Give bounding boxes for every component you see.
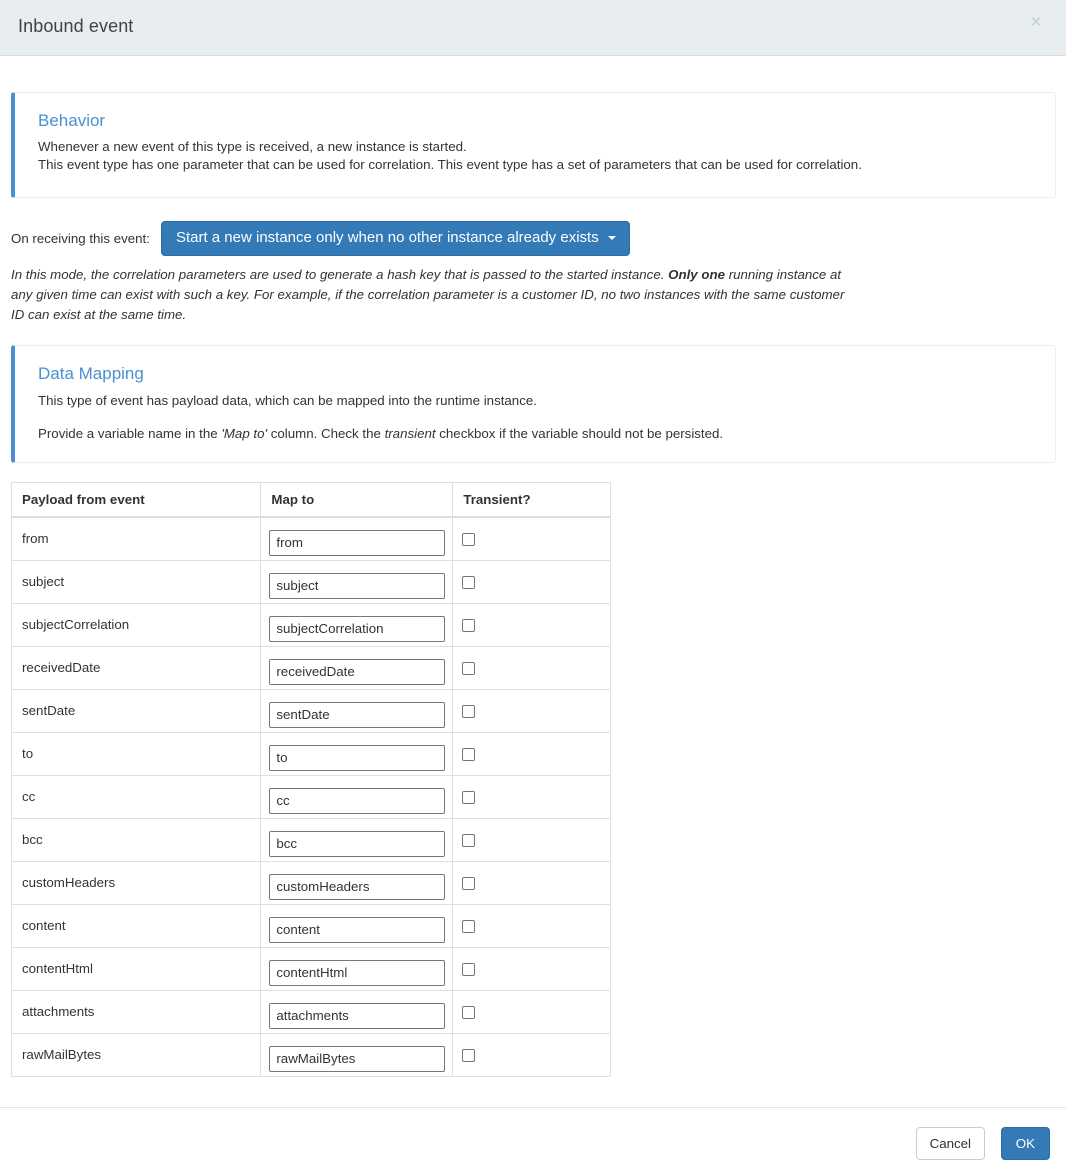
close-icon[interactable]: × (1030, 12, 1042, 33)
table-row (12, 689, 611, 732)
transient-checkbox[interactable] (462, 791, 475, 804)
table-row (12, 517, 611, 560)
transient-checkbox[interactable] (462, 533, 475, 546)
map-to-input[interactable] (269, 573, 445, 599)
payload-name-cell: rawMailBytes (12, 1033, 261, 1076)
table-row (12, 990, 611, 1033)
map-to-cell (261, 603, 453, 646)
map-to-cell (261, 517, 453, 560)
transient-cell (453, 1033, 611, 1076)
map-to-input[interactable] (269, 659, 445, 685)
map-to-input[interactable] (269, 960, 445, 986)
map-to-input[interactable] (269, 788, 445, 814)
mode-dropdown-value: Start a new instance only when no other instance already exists (175, 228, 599, 246)
behavior-panel (11, 92, 1056, 198)
mode-description-part-2: running instance at any given time can exist with such a key. For example, if the correlation parameter is a customer ID, no two instances with the same customer ID can exist at the same time. (11, 267, 845, 322)
table-row (12, 775, 611, 818)
payload-name-cell: to (12, 732, 261, 775)
payload-name-cell: customHeaders (12, 861, 261, 904)
map-to-cell (261, 775, 453, 818)
map-to-cell (261, 732, 453, 775)
behavior-panel-line-1: Whenever a new event of this type is received, a new instance is started. (38, 139, 467, 154)
payload-name-cell: content (12, 904, 261, 947)
table-row (12, 646, 611, 689)
data-mapping-panel (11, 345, 1056, 463)
payload-name-cell: contentHtml (12, 947, 261, 990)
transient-checkbox[interactable] (462, 834, 475, 847)
payload-name-cell: sentDate (12, 689, 261, 732)
column-header-transient: Transient? (453, 483, 611, 518)
map-to-cell (261, 861, 453, 904)
map-to-input[interactable] (269, 616, 445, 642)
transient-cell (453, 517, 611, 560)
modal-header (0, 0, 1066, 56)
mode-description-emphasis: Only one (668, 267, 725, 282)
payload-name-cell: attachments (12, 990, 261, 1033)
transient-checkbox[interactable] (462, 576, 475, 589)
transient-cell (453, 603, 611, 646)
transient-cell (453, 560, 611, 603)
column-header-map-to: Map to (261, 483, 453, 518)
map-to-input[interactable] (269, 745, 445, 771)
transient-checkbox[interactable] (462, 963, 475, 976)
map-to-cell (261, 689, 453, 732)
map-to-cell (261, 818, 453, 861)
payload-name-cell: from (12, 517, 261, 560)
map-to-cell (261, 560, 453, 603)
transient-checkbox[interactable] (462, 877, 475, 890)
table-head (12, 483, 611, 518)
behavior-panel-line-2: This event type has one parameter that can be used for correlation. This event type has a set of parameters that can be used for correlation. (38, 157, 862, 172)
table-row (12, 732, 611, 775)
data-mapping-panel-heading: Data Mapping (38, 364, 144, 383)
data-mapping-panel-line-1: This type of event has payload data, which can be mapped into the runtime instance. (38, 393, 537, 408)
payload-mapping-table (11, 482, 611, 1077)
table-row (12, 818, 611, 861)
map-to-input[interactable] (269, 917, 445, 943)
payload-name-cell: cc (12, 775, 261, 818)
mode-description-part-1: In this mode, the correlation parameters are used to generate a hash key that is passed to the started instance. (11, 267, 669, 282)
map-to-input[interactable] (269, 530, 445, 556)
transient-cell (453, 990, 611, 1033)
map-to-cell (261, 947, 453, 990)
transient-cell (453, 818, 611, 861)
payload-name-cell: bcc (12, 818, 261, 861)
table-row (12, 861, 611, 904)
cancel-button[interactable]: Cancel (916, 1127, 985, 1160)
payload-name-cell: receivedDate (12, 646, 261, 689)
transient-cell (453, 646, 611, 689)
map-to-input[interactable] (269, 1003, 445, 1029)
data-mapping-panel-line-2: Provide a variable name in the 'Map to' column. Check the transient checkbox if the variable should not be persisted. (38, 426, 724, 441)
transient-checkbox[interactable] (462, 1049, 475, 1062)
table-row (12, 560, 611, 603)
map-to-cell (261, 1033, 453, 1076)
transient-cell (453, 775, 611, 818)
map-to-cell (261, 990, 453, 1033)
transient-cell (453, 861, 611, 904)
column-header-payload: Payload from event (12, 483, 261, 518)
chevron-down-icon (608, 236, 616, 240)
transient-cell (453, 904, 611, 947)
transient-checkbox[interactable] (462, 1006, 475, 1019)
map-to-input[interactable] (269, 702, 445, 728)
table-header-row (12, 483, 611, 518)
table-body (12, 517, 611, 1076)
transient-cell (453, 689, 611, 732)
transient-checkbox[interactable] (462, 705, 475, 718)
page-title: Inbound event (18, 16, 134, 36)
transient-checkbox[interactable] (462, 748, 475, 761)
map-to-input[interactable] (269, 1046, 445, 1072)
transient-checkbox[interactable] (462, 920, 475, 933)
payload-name-cell: subject (12, 560, 261, 603)
transient-checkbox[interactable] (462, 662, 475, 675)
mode-description (11, 265, 851, 325)
map-to-cell (261, 646, 453, 689)
mode-dropdown-button[interactable] (161, 221, 630, 256)
map-to-input[interactable] (269, 831, 445, 857)
table-row (12, 603, 611, 646)
ok-button[interactable]: OK (1001, 1127, 1050, 1160)
table-row (12, 1033, 611, 1076)
table-row (12, 947, 611, 990)
modal-footer (0, 1107, 1066, 1171)
mode-selector-label: On receiving this event: (11, 230, 150, 246)
transient-cell (453, 947, 611, 990)
modal-body (0, 57, 1066, 1107)
transient-checkbox[interactable] (462, 619, 475, 632)
map-to-input[interactable] (269, 874, 445, 900)
map-to-cell (261, 904, 453, 947)
transient-cell (453, 732, 611, 775)
table-row (12, 904, 611, 947)
mode-selector-row (11, 220, 630, 256)
behavior-panel-heading: Behavior (38, 111, 106, 130)
payload-name-cell: subjectCorrelation (12, 603, 261, 646)
